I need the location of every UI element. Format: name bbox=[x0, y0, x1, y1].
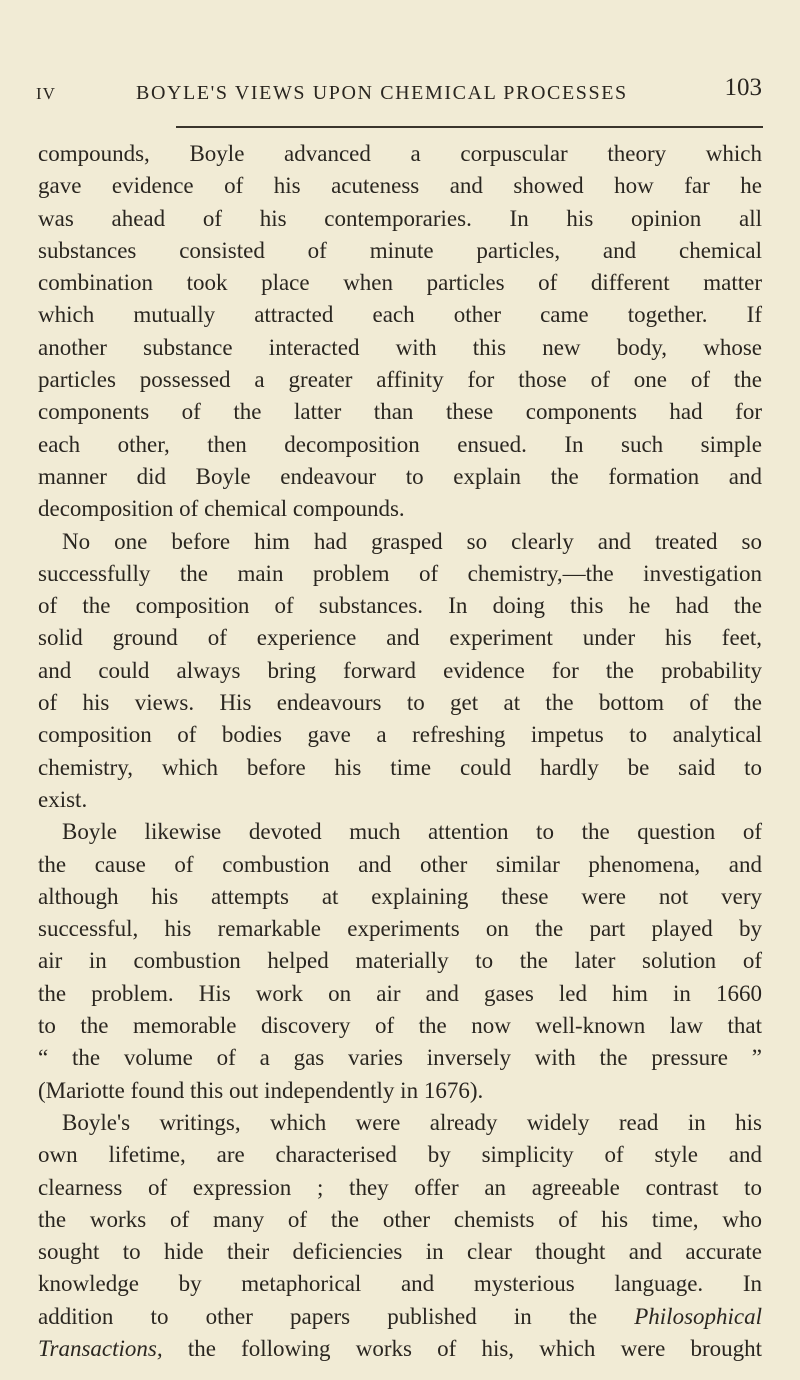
journal-title-continued: Transactions, bbox=[38, 1335, 163, 1361]
text-line bbox=[38, 1301, 762, 1333]
text-line: to the memorable discovery of the now well-known law that bbox=[38, 1013, 762, 1039]
text-segment: the following works of his, which were brought bbox=[187, 1335, 763, 1361]
text-line: gave evidence of his acuteness and showed how far he bbox=[38, 173, 762, 199]
text-line: Boyle's writings, which were already widely read in his bbox=[62, 1109, 762, 1135]
text-line: substances consisted of minute particles, and chemical bbox=[38, 237, 762, 263]
text-line: successful, his remarkable experiments on the part played by bbox=[38, 916, 762, 942]
text-line: clearness of expression ; they offer an agreeable contrast to bbox=[38, 1174, 762, 1200]
text-line: of the composition of substances. In doing this he had the bbox=[38, 593, 762, 619]
text-line: although his attempts at explaining these were not very bbox=[38, 883, 762, 909]
text-line: No one before him had grasped so clearly and treated so bbox=[62, 528, 762, 554]
text-line: (Mariotte found this out independently in 1676). bbox=[38, 1077, 484, 1103]
text-line: composition of bodies gave a refreshing impetus to analytical bbox=[38, 722, 762, 748]
text-line: of his views. His endeavours to get at the bottom of the bbox=[38, 690, 762, 716]
text-line: compounds, Boyle advanced a corpuscular theory which bbox=[38, 141, 762, 166]
text-line: was ahead of his contemporaries. In his opinion all bbox=[38, 205, 762, 231]
text-line: successfully the main problem of chemistry,—the investigation bbox=[38, 560, 762, 586]
text-line: manner did Boyle endeavour to explain the formation and bbox=[38, 463, 762, 489]
text-line: combination took place when particles of different matter bbox=[38, 270, 762, 296]
text-line: exist. bbox=[38, 786, 88, 812]
text-line: which mutually attracted each other came together. If bbox=[38, 302, 762, 328]
text-line: each other, then decomposition ensued. In such simple bbox=[38, 431, 762, 457]
text-line: Boyle likewise devoted much attention to the question of bbox=[62, 819, 762, 845]
text-line: the cause of combustion and other similar phenomena, and bbox=[38, 851, 762, 877]
chapter-number: IV bbox=[36, 84, 56, 103]
text-line: the problem. His work on air and gases led him in 1660 bbox=[38, 980, 762, 1006]
page-number: 103 bbox=[724, 74, 762, 101]
text-segment: addition to other papers published in the bbox=[38, 1303, 598, 1329]
text-line: knowledge by metaphorical and mysterious language. In bbox=[38, 1271, 762, 1297]
running-head bbox=[36, 74, 762, 110]
journal-title: Philosophical bbox=[634, 1303, 763, 1329]
text-line: decomposition of chemical compounds. bbox=[38, 496, 405, 522]
text-line: and could always bring forward evidence for the probability bbox=[38, 657, 762, 683]
header-rule bbox=[176, 126, 763, 128]
text-line: own lifetime, are characterised by simplicity of style and bbox=[38, 1142, 762, 1168]
text-line: “ the volume of a gas varies inversely with the pressure ” bbox=[38, 1045, 762, 1071]
text-line: chemistry, which before his time could hardly be said to bbox=[38, 754, 762, 780]
text-line: solid ground of experience and experiment under his feet, bbox=[38, 625, 762, 651]
text-line: another substance interacted with this new body, whose bbox=[38, 334, 762, 360]
text-line: sought to hide their deficiencies in clear thought and accurate bbox=[38, 1239, 762, 1265]
text-line: particles possessed a greater affinity for those of one of the bbox=[38, 367, 762, 393]
text-line bbox=[38, 1333, 762, 1365]
running-title: BOYLE'S VIEWS UPON CHEMICAL PROCESSES bbox=[136, 82, 628, 104]
text-line: the works of many of the other chemists of his time, who bbox=[38, 1206, 762, 1232]
text-line: components of the latter than these components had for bbox=[38, 399, 762, 425]
body-text bbox=[38, 138, 762, 1365]
text-line: air in combustion helped materially to the later solution of bbox=[38, 948, 762, 974]
